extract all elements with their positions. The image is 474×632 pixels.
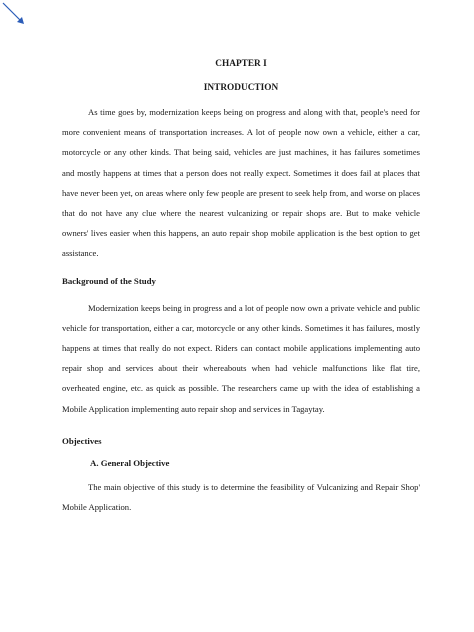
background-paragraph: Modernization keeps being in progress and a lot of people now own a private vehicle and public vehicle for transportation, either a car, motorcycle or any other kinds. Sometimes it has failures, mostly happens at times that really do not expect. Riders can contact mobile applications implementing auto repair shop and services about their whereabouts when had vehicle malfunctions like flat tire, overheated engine, etc. as quick as possible. The researchers came up with the idea of establishing a Mobile Application implementing auto repair shop and services in Tagaytay. <box>62 302 420 414</box>
introduction-title: INTRODUCTION <box>203 83 279 93</box>
document-page <box>62 52 420 517</box>
background-heading: Background of the Study <box>62 275 156 286</box>
chapter-heading: CHAPTER I <box>215 59 267 69</box>
intro-paragraph: As time goes by, modernization keeps being on progress and along with that, people's need for more convenient means of transportation increases. A lot of people now own a vehicle, either a car, motorcycle or any other kinds. That being said, vehicles are just machines, it has failures sometimes and mostly happens at times that a person does not really expect. Sometimes it does fail at places that have never been yet, on areas where only few people are present to seek help from, and worse on places that do not have any clue where the nearest vulcanizing or repair shops are. But to make vehicle owners' lives easier when this happens, an auto repair shop mobile application is the best option to get assistance. <box>62 107 420 259</box>
general-objective-heading: A. General Objective <box>90 457 170 468</box>
corner-arrow-icon <box>2 2 28 28</box>
objectives-heading: Objectives <box>62 435 102 446</box>
general-objective-paragraph: The main objective of this study is to determine the feasibility of Vulcanizing and Repair Shop' Mobile Application. <box>62 481 420 513</box>
